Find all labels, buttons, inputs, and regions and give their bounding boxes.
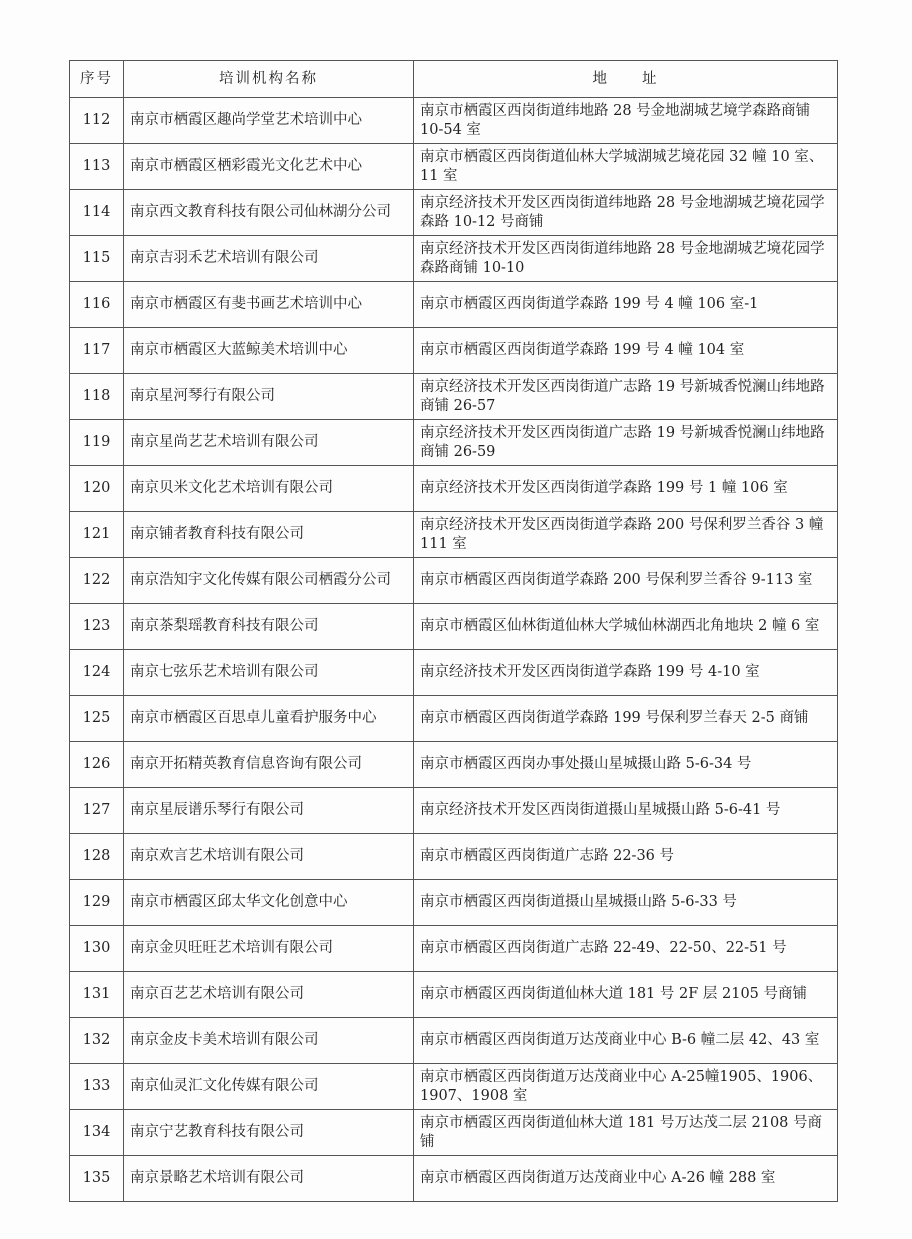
row-address: 南京市栖霞区西岗街道纬地路 28 号金地湖城艺境学森路商铺 10-54 室	[414, 98, 838, 144]
row-index: 135	[70, 1156, 124, 1202]
row-index: 118	[70, 374, 124, 420]
row-name: 南京星河琴行有限公司	[124, 374, 414, 420]
row-index: 122	[70, 558, 124, 604]
row-address: 南京经济技术开发区西岗街道纬地路 28 号金地湖城艺境花园学森路商铺 10-10	[414, 236, 838, 282]
table-row	[70, 880, 838, 926]
row-name: 南京铺者教育科技有限公司	[124, 512, 414, 558]
row-name: 南京市栖霞区栖彩霞光文化艺术中心	[124, 144, 414, 190]
table-row	[70, 512, 838, 558]
row-index: 121	[70, 512, 124, 558]
header-address: 地 址	[414, 61, 838, 98]
row-name: 南京星尚艺艺术培训有限公司	[124, 420, 414, 466]
table-row	[70, 650, 838, 696]
row-address: 南京经济技术开发区西岗街道摄山星城摄山路 5-6-41 号	[414, 788, 838, 834]
row-address: 南京经济技术开发区西岗街道纬地路 28 号金地湖城艺境花园学森路 10-12 号商铺	[414, 190, 838, 236]
row-index: 119	[70, 420, 124, 466]
header-name: 培训机构名称	[124, 61, 414, 98]
row-address: 南京市栖霞区西岗街道广志路 22-36 号	[414, 834, 838, 880]
row-address: 南京经济技术开发区西岗街道学森路 200 号保利罗兰香谷 3 幢 111 室	[414, 512, 838, 558]
row-address: 南京市栖霞区西岗街道摄山星城摄山路 5-6-33 号	[414, 880, 838, 926]
row-address: 南京市栖霞区西岗街道学森路 199 号 4 幢 106 室-1	[414, 282, 838, 328]
table-row	[70, 696, 838, 742]
row-index: 130	[70, 926, 124, 972]
table-row	[70, 742, 838, 788]
row-index: 112	[70, 98, 124, 144]
row-name: 南京七弦乐艺术培训有限公司	[124, 650, 414, 696]
table-row	[70, 834, 838, 880]
row-name: 南京景略艺术培训有限公司	[124, 1156, 414, 1202]
row-address: 南京市栖霞区西岗街道学森路 200 号保利罗兰香谷 9-113 室	[414, 558, 838, 604]
row-index: 116	[70, 282, 124, 328]
table-row	[70, 328, 838, 374]
row-name: 南京西文教育科技有限公司仙林湖分公司	[124, 190, 414, 236]
row-address: 南京市栖霞区西岗街道仙林大道 181 号 2F 层 2105 号商铺	[414, 972, 838, 1018]
row-address: 南京市栖霞区西岗街道学森路 199 号保利罗兰春天 2-5 商铺	[414, 696, 838, 742]
row-name: 南京市栖霞区邱太华文化创意中心	[124, 880, 414, 926]
row-address: 南京市栖霞区西岗街道广志路 22-49、22-50、22-51 号	[414, 926, 838, 972]
row-name: 南京贝米文化艺术培训有限公司	[124, 466, 414, 512]
row-index: 126	[70, 742, 124, 788]
row-name: 南京浩知宇文化传媒有限公司栖霞分公司	[124, 558, 414, 604]
table-row	[70, 1018, 838, 1064]
row-address: 南京市栖霞区西岗街道仙林大学城湖城艺境花园 32 幢 10 室、11 室	[414, 144, 838, 190]
row-address: 南京经济技术开发区西岗街道学森路 199 号 4-10 室	[414, 650, 838, 696]
row-index: 120	[70, 466, 124, 512]
row-address: 南京市栖霞区西岗街道万达茂商业中心 A-25幢1905、1906、1907、1908 室	[414, 1064, 838, 1110]
training-institution-table	[69, 60, 838, 1202]
row-index: 125	[70, 696, 124, 742]
row-index: 123	[70, 604, 124, 650]
row-name: 南京市栖霞区百思卓儿童看护服务中心	[124, 696, 414, 742]
row-name: 南京金贝旺旺艺术培训有限公司	[124, 926, 414, 972]
row-name: 南京开拓精英教育信息咨询有限公司	[124, 742, 414, 788]
row-index: 133	[70, 1064, 124, 1110]
table-row	[70, 1064, 838, 1110]
table-row	[70, 144, 838, 190]
row-index: 132	[70, 1018, 124, 1064]
row-address: 南京经济技术开发区西岗街道广志路 19 号新城香悦澜山纬地路商铺 26-59	[414, 420, 838, 466]
row-index: 129	[70, 880, 124, 926]
row-name: 南京百艺艺术培训有限公司	[124, 972, 414, 1018]
row-name: 南京市栖霞区有斐书画艺术培训中心	[124, 282, 414, 328]
table-row	[70, 98, 838, 144]
table-row	[70, 788, 838, 834]
row-address: 南京市栖霞区西岗街道万达茂商业中心 B-6 幢二层 42、43 室	[414, 1018, 838, 1064]
row-address: 南京市栖霞区西岗街道万达茂商业中心 A-26 幢 288 室	[414, 1156, 838, 1202]
row-name: 南京市栖霞区趣尚学堂艺术培训中心	[124, 98, 414, 144]
row-address: 南京市栖霞区西岗街道仙林大道 181 号万达茂二层 2108 号商铺	[414, 1110, 838, 1156]
table-row	[70, 1156, 838, 1202]
row-name: 南京宁艺教育科技有限公司	[124, 1110, 414, 1156]
row-index: 124	[70, 650, 124, 696]
row-name: 南京吉羽禾艺术培训有限公司	[124, 236, 414, 282]
row-index: 115	[70, 236, 124, 282]
row-index: 134	[70, 1110, 124, 1156]
row-name: 南京金皮卡美术培训有限公司	[124, 1018, 414, 1064]
row-name: 南京市栖霞区大蓝鲸美术培训中心	[124, 328, 414, 374]
row-address: 南京市栖霞区西岗办事处摄山星城摄山路 5-6-34 号	[414, 742, 838, 788]
row-address: 南京经济技术开发区西岗街道学森路 199 号 1 幢 106 室	[414, 466, 838, 512]
table-row	[70, 558, 838, 604]
table-row	[70, 282, 838, 328]
row-index: 131	[70, 972, 124, 1018]
table-row	[70, 466, 838, 512]
table-row	[70, 604, 838, 650]
table-row	[70, 972, 838, 1018]
table-row	[70, 1110, 838, 1156]
table-row	[70, 926, 838, 972]
row-index: 113	[70, 144, 124, 190]
header-index: 序号	[70, 61, 124, 98]
table-row	[70, 190, 838, 236]
table-row	[70, 420, 838, 466]
row-name: 南京仙灵汇文化传媒有限公司	[124, 1064, 414, 1110]
table-header-row	[70, 61, 838, 98]
row-index: 128	[70, 834, 124, 880]
row-index: 117	[70, 328, 124, 374]
row-address: 南京经济技术开发区西岗街道广志路 19 号新城香悦澜山纬地路商铺 26-57	[414, 374, 838, 420]
row-name: 南京欢言艺术培训有限公司	[124, 834, 414, 880]
row-address: 南京市栖霞区西岗街道学森路 199 号 4 幢 104 室	[414, 328, 838, 374]
row-index: 114	[70, 190, 124, 236]
row-name: 南京星辰谱乐琴行有限公司	[124, 788, 414, 834]
row-address: 南京市栖霞区仙林街道仙林大学城仙林湖西北角地块 2 幢 6 室	[414, 604, 838, 650]
table-row	[70, 236, 838, 282]
row-name: 南京茶梨瑶教育科技有限公司	[124, 604, 414, 650]
row-index: 127	[70, 788, 124, 834]
table-row	[70, 374, 838, 420]
